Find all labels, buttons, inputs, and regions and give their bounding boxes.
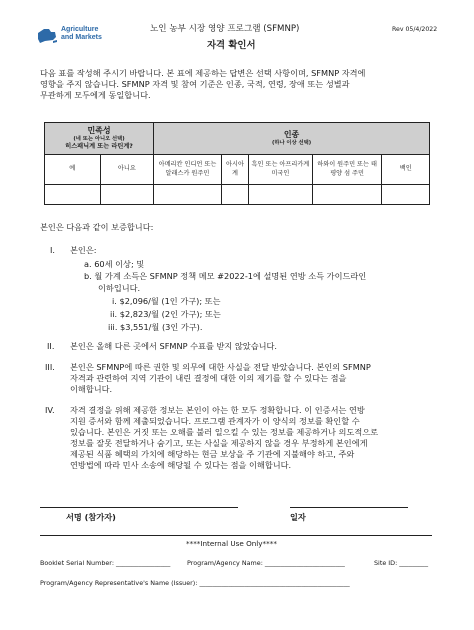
- column-asian: 아시아계: [221, 155, 248, 185]
- item-ii-number: II.: [47, 341, 55, 351]
- item-i-b-line2: 이하입니다.: [98, 283, 141, 293]
- income-level-1: i. $2,096/월 (1인 가구); 또는: [112, 296, 221, 306]
- column-no: 아니요: [100, 155, 154, 185]
- item-iv-line: 연방법에 따라 민사 소송에 해당될 수 있다는 점을 이해합니다.: [70, 460, 292, 471]
- intro-paragraph: [40, 68, 460, 101]
- intro-line: 무관하게 모두에게 동일합니다.: [40, 90, 151, 101]
- site-id-field[interactable]: Site ID: _________: [374, 559, 429, 567]
- column-american-indian: 아메리칸 인디언 또는 알래스카 원주민: [154, 155, 222, 185]
- date-label: 일자: [290, 512, 306, 522]
- signature-line[interactable]: [40, 507, 238, 508]
- column-yes: 예: [45, 155, 101, 185]
- item-i-number: I.: [50, 245, 56, 255]
- item-i-b-line1: b. 월 가계 소득은 SFMNP 정책 메모 #2022-1에 설명된 연방 소득 가이드라인: [84, 271, 367, 281]
- item-i-text: 본인은:: [70, 245, 97, 255]
- item-iii-line: 이해합니다.: [70, 384, 113, 395]
- ethnicity-question: 히스패닉계 또는 라틴계?: [65, 143, 133, 151]
- item-iv-number: IV.: [45, 405, 55, 415]
- program-agency-name-field[interactable]: Program/Agency Name: _________________________: [187, 559, 345, 567]
- income-level-3: iii. $3,551/월 (3인 가구).: [108, 322, 203, 332]
- item-iv-line: 자격 결정을 위해 제공한 정보는 본인이 아는 한 모두 정확합니다. 이 인증서는 연방: [70, 405, 365, 415]
- column-white: 백인: [382, 155, 430, 185]
- item-iv-line: 있습니다. 본인은 거짓 또는 오해를 불러 일으킬 수 있는 정보를 제공하거나 의도적으로: [70, 427, 379, 438]
- checkbox-cell-yes[interactable]: [45, 185, 101, 205]
- internal-divider: [40, 535, 432, 536]
- item-ii-text: 본인은 올해 다른 곳에서 SFMNP 수표를 받지 않았습니다.: [70, 341, 278, 351]
- race-header: [154, 123, 430, 155]
- item-iv-line: 제공된 식품 혜택의 가치에 해당하는 현금 보상을 주 기관에 지불해야 하고, 주와: [70, 449, 355, 460]
- booklet-serial-field[interactable]: Booklet Serial Number: _________________: [40, 559, 171, 567]
- item-iii-line: 자격과 관련하여 지역 기관이 내린 결정에 대한 이의 제기를 할 수 있다는 점을: [70, 373, 347, 384]
- intro-line: 영향을 주지 않습니다. SFMNP 자격 및 참여 기준은 인종, 국적, 연령, 장애 또는 성별과: [40, 79, 350, 90]
- logo-line-1: Agriculture: [61, 26, 99, 33]
- ethnicity-subtitle: (네 또는 아니오 선택): [73, 136, 125, 143]
- column-pacific-islander: 하와이 원주민 또는 태평양 섬 주민: [312, 155, 382, 185]
- ethnicity-header: [45, 123, 154, 155]
- checkbox-cell-no[interactable]: [100, 185, 154, 205]
- item-iv-line: 정보를 잘못 전달하거나 숨기고, 또는 사실을 제공하지 않을 경우 부정하게 본인에게: [70, 438, 368, 449]
- checkbox-cell-black[interactable]: [249, 185, 313, 205]
- item-iii-line: 본인은 SFMNP에 따른 권한 및 의무에 대한 사실을 전달 받았습니다. 본인의 SFMNP: [70, 362, 371, 372]
- income-level-2: ii. $2,823/월 (2인 가구); 또는: [110, 309, 221, 319]
- race-subtitle: (하나 이상 선택): [271, 140, 312, 147]
- signature-label: 서명 (참가자): [66, 512, 116, 522]
- ethnicity-title: 민족성: [87, 125, 111, 135]
- item-iv-line: 지원 증서와 함께 제출되었습니다. 프로그램 관계자가 이 양식의 정보를 확인할 수: [70, 416, 360, 427]
- revision-date: Rev 05/4/2022: [392, 26, 438, 33]
- representative-name-field[interactable]: Program/Agency Representative's Name (Issuer): _______________________________________________: [40, 579, 350, 587]
- logo-text: [61, 26, 102, 42]
- form-title: 자격 확인서: [207, 40, 256, 51]
- date-line[interactable]: [290, 507, 408, 508]
- column-black: 흑인 또는 아프리카계 미국인: [249, 155, 313, 185]
- checkbox-cell-white[interactable]: [382, 185, 430, 205]
- race-title: 인종: [283, 129, 300, 139]
- internal-use-heading: ****Internal Use Only****: [186, 539, 277, 548]
- checkbox-cell-pacific-islander[interactable]: [312, 185, 382, 205]
- intro-line: 다음 표를 작성해 주시기 바랍니다. 본 표에 제공하는 답변은 선택 사항이며, SFMNP 자격에: [40, 68, 366, 78]
- item-iii-number: III.: [45, 362, 55, 372]
- item-iv-text: [70, 405, 465, 471]
- demographic-table: [44, 122, 430, 205]
- item-i-a: a. 60세 이상; 및: [84, 259, 145, 269]
- certify-intro: 본인은 다음과 같이 보증합니다:: [40, 222, 154, 232]
- checkbox-cell-asian[interactable]: [221, 185, 248, 205]
- checkbox-cell-american-indian[interactable]: [154, 185, 222, 205]
- new-york-map-icon: [36, 27, 58, 45]
- nys-agriculture-logo: [36, 26, 120, 48]
- program-name: 노인 농부 시장 영양 프로그램 (SFMNP): [150, 24, 300, 34]
- logo-line-2: and Markets: [61, 34, 102, 41]
- item-iii-text: [70, 362, 460, 395]
